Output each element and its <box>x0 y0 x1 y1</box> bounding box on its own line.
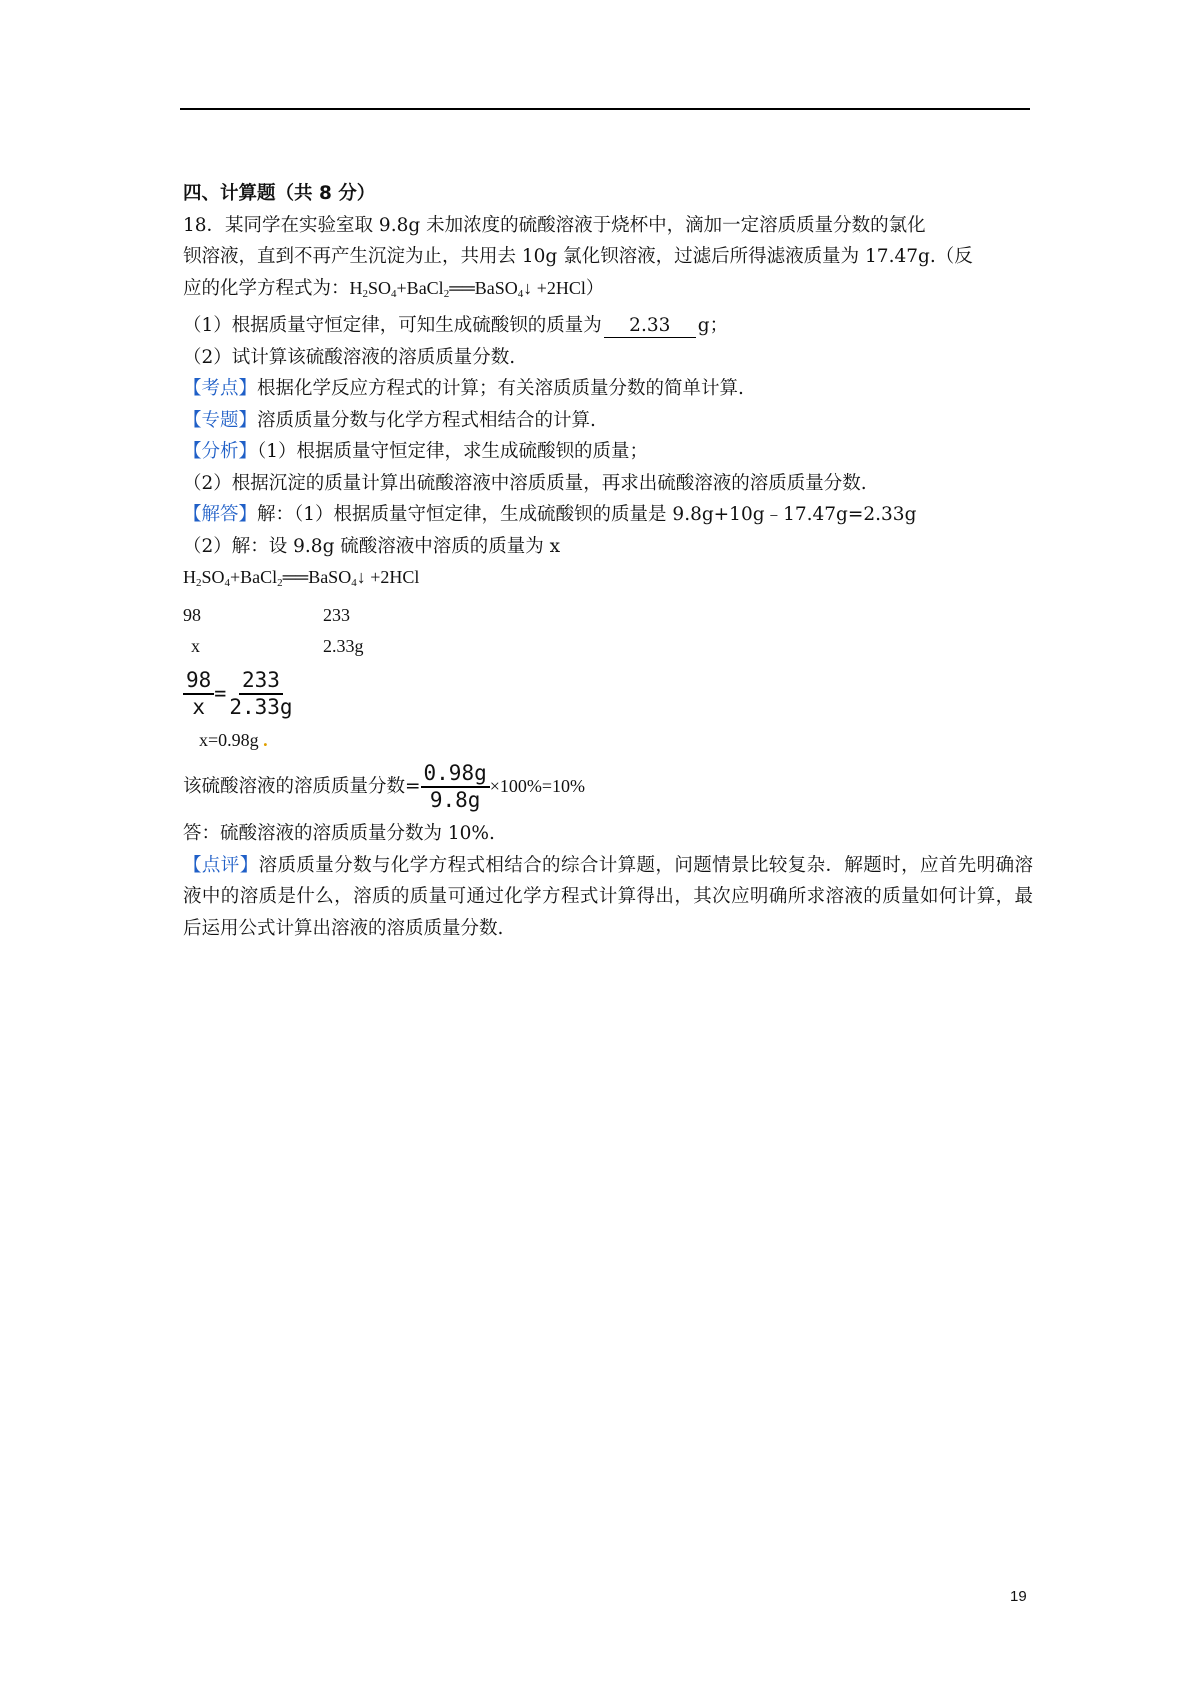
question-line-3 <box>183 273 1033 311</box>
fenxi-row: 【分析】（1）根据质量守恒定律，求生成硫酸钡的质量； <box>183 441 649 462</box>
percentage-row: 该硫酸溶液的溶质质量分数= $\frac{0.98g}{9.8g}$ ×100%=10% <box>183 761 586 812</box>
fenxi-row-2: （2）根据沉淀的质量计算出硫酸溶液中溶质质量，再求出硫酸溶液的溶质质量分数. <box>183 472 867 494</box>
answer-row: 答：硫酸溶液的溶质质量分数为 10%. <box>183 823 495 844</box>
document-body <box>183 178 1033 944</box>
dianping-row: 【点评】溶质质量分数与化学方程式相结合的综合计算题，问题情景比较复杂．解题时，应首先明确溶液中的溶质是什么，溶质的质量可通过化学方程式计算得出，其次应明确所求溶液的质量如何计算，最后运用公式计算出溶液的溶质质量分数. <box>183 854 1033 939</box>
fraction-left: $\frac{98}{x}$ <box>183 668 214 720</box>
calc-equation: $H_2SO_4+BaCl_2══BaSO_4↓ +2HCl$ <box>183 567 420 589</box>
zhuanti-tag: 【专题】 <box>183 409 258 431</box>
dianping-tag: 【点评】 <box>183 854 259 876</box>
question-line-1: 18．某同学在实验室取 9.8g 未加浓度的硫酸溶液于烧杯中，滴加一定溶质质量分数的氯化 <box>183 214 926 236</box>
page-number: 19 <box>1010 1588 1027 1605</box>
equation-intro: 应的化学方程式为： <box>183 277 350 299</box>
fraction-right: $\frac{233}{2.33g}$ <box>229 667 293 719</box>
answer-blank: 2.33 <box>604 315 696 338</box>
fenxi-tag: 【分析】 <box>183 441 258 462</box>
result-row: x=0.98g . <box>199 729 268 750</box>
jieda-tag: 【解答】 <box>183 504 258 525</box>
section-title: 四、计算题（共 8 分） <box>183 183 376 204</box>
kaodian-row: 【考点】根据化学反应方程式的计算；有关溶质质量分数的简单计算. <box>183 378 744 399</box>
question-part-2: （2）试计算该硫酸溶液的溶质质量分数. <box>183 346 516 368</box>
fraction-percentage: $\frac{0.98g}{9.8g}$ <box>421 761 490 813</box>
question-line-2: 钡溶液，直到不再产生沉淀为止，共用去 10g 氯化钡溶液，过滤后所得滤液质量为 17.47g.（反 <box>183 246 973 267</box>
zhuanti-row: 【专题】溶质质量分数与化学方程式相结合的计算. <box>183 409 596 431</box>
jieda-row-2: （2）解：设 9.8g 硫酸溶液中溶质的质量为 x <box>183 535 561 557</box>
question-part-1: （1）根据质量守恒定律，可知生成硫酸钡的质量为 2.33 g； <box>183 315 729 336</box>
jieda-row: 【解答】解：（1）根据质量守恒定律，生成硫酸钡的质量是 9.8g+10g﹣17.47g=2.33g <box>183 504 917 525</box>
proportion-row: $\frac{98}{x}$ = $\frac{233}{2.33g}$ <box>183 663 1033 725</box>
kaodian-tag: 【考点】 <box>183 378 258 399</box>
calc-row-molar-mass: 98 233 <box>183 604 350 625</box>
chemical-equation: $H_2SO_4+BaCl_2══BaSO_4↓ +2HCl$） <box>349 277 604 300</box>
header-rule <box>180 108 1030 110</box>
calc-row-mass: x 2.33g <box>191 636 364 656</box>
